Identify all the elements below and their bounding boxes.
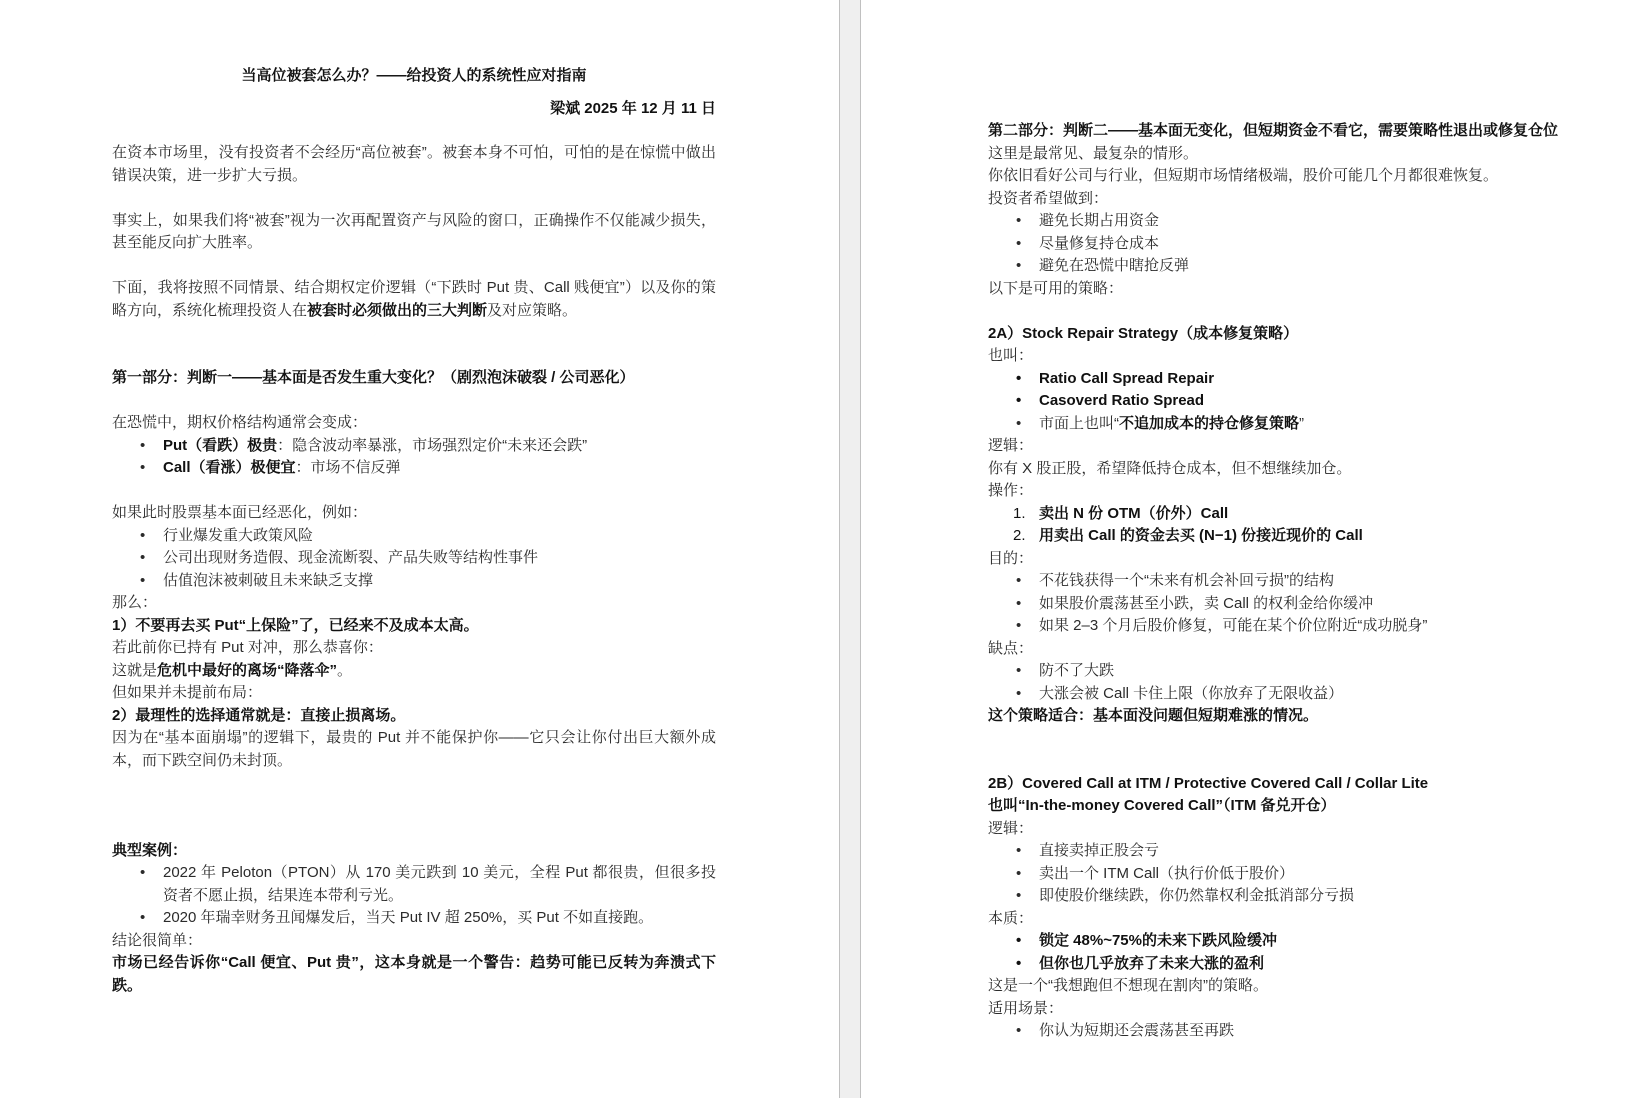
numbered-item xyxy=(988,525,1628,548)
page-body xyxy=(112,142,716,997)
bullet-icon: • xyxy=(1016,684,1022,702)
list-item xyxy=(112,907,716,930)
section-heading-part1: 第一部分：判断一——基本面是否发生重大变化？（剧烈泡沫破裂 / 公司恶化） xyxy=(112,369,635,386)
bullet-icon: • xyxy=(140,526,146,544)
text: 大涨会被 Call 卡住上限（你放弃了无限收益） xyxy=(1039,684,1344,702)
list-item xyxy=(988,233,1628,256)
bullet-icon: • xyxy=(1016,234,1022,252)
text: 锁定 48%~75%的未来下跌风险缓冲 xyxy=(1039,932,1277,949)
bullet-icon: • xyxy=(1016,864,1022,882)
text: 如果 2–3 个月后股价修复，可能在某个价位附近“成功脱身” xyxy=(1039,617,1428,634)
bullet-icon: • xyxy=(1016,392,1022,409)
list-item xyxy=(988,953,1628,976)
document-title: 当高位被套怎么办？——给投资人的系统性应对指南 xyxy=(241,67,587,84)
bold-text: Call（看涨）极便宜 xyxy=(163,459,296,476)
list-item xyxy=(112,547,716,570)
text: 卖出一个 ITM Call（执行价低于股价） xyxy=(1039,864,1295,882)
text: 卖出 N 份 OTM（价外）Call xyxy=(1039,504,1229,522)
conclusion: 市场已经告诉你“Call 便宜、Put 贵”，这本身就是一个警告：趋势可能已反转为奔溃式下跌。 xyxy=(112,954,716,994)
text-line: 以下是可用的策略： xyxy=(988,279,1124,297)
bullet-icon: • xyxy=(1016,954,1022,972)
text: 不花钱获得一个“未来有机会补回亏损”的结构 xyxy=(1039,572,1334,589)
text: Casoverd Ratio Spread xyxy=(1039,392,1205,409)
then-label: 那么： xyxy=(112,594,158,611)
text: 2020 年瑞幸财务丑闻爆发后，当天 Put IV 超 250%，买 Put 不如直接跑。 xyxy=(163,909,654,926)
panic-intro: 在恐慌中，期权价格结构通常会变成： xyxy=(112,414,368,431)
text: 直接卖掉正股会亏 xyxy=(1039,842,1160,859)
bullet-icon: • xyxy=(1016,662,1022,679)
bullet-icon: • xyxy=(1016,617,1022,634)
list-item xyxy=(988,615,1628,638)
bullet-icon: • xyxy=(140,571,146,589)
bullet-icon: • xyxy=(140,459,146,476)
strategy-2b-aka: 也叫“In-the-money Covered Call”（ITM 备兑开仓） xyxy=(988,797,1336,814)
text: ：市场不信反弹 xyxy=(295,459,401,476)
cases-heading: 典型案例： xyxy=(112,841,188,859)
bullet-icon: • xyxy=(1016,842,1022,859)
bullet-icon: • xyxy=(1016,369,1022,387)
text: 行业爆发重大政策风险 xyxy=(163,526,314,544)
text-line: 也叫： xyxy=(988,347,1034,364)
not-prepared: 但如果并未提前布局： xyxy=(112,684,263,701)
bullet-icon: • xyxy=(1016,594,1022,612)
if-hedged: 若此前你已持有 Put 对冲，那么恭喜你： xyxy=(112,639,383,656)
text: 市面上也叫“ xyxy=(1039,414,1119,432)
text-line: 缺点： xyxy=(988,639,1034,657)
text: ：隐含波动率暴涨，市场强烈定价“未来还会跌” xyxy=(277,436,588,454)
point-2: 2）最理性的选择通常就是：直接止损离场。 xyxy=(112,706,406,724)
text: 尽量修复持仓成本 xyxy=(1039,234,1160,252)
list-item xyxy=(988,390,1628,413)
document-page-right xyxy=(861,0,1640,1098)
bullet-icon: • xyxy=(1016,1022,1022,1039)
text: 这就是 xyxy=(112,661,158,679)
bullet-icon: • xyxy=(140,436,146,454)
author-date: 梁斌 2025 年 12 月 11 日 xyxy=(550,100,716,117)
text: 如果股价震荡甚至小跌，卖 Call 的权利金给你缓冲 xyxy=(1039,594,1374,612)
list-item xyxy=(112,570,716,593)
bullet-icon: • xyxy=(1016,257,1022,274)
text-line: 逻辑： xyxy=(988,437,1034,454)
page-divider xyxy=(839,0,861,1098)
list-item xyxy=(988,255,1628,278)
bullet-icon: • xyxy=(1016,887,1022,904)
bullet-icon: • xyxy=(140,909,146,926)
list-item xyxy=(988,593,1628,616)
bold-text: 不追加成本的持仓修复策略 xyxy=(1119,414,1300,432)
text: 估值泡沫被刺破且未来缺乏支撑 xyxy=(163,571,374,589)
text-line: 操作： xyxy=(988,482,1034,499)
text: 你认为短期还会震荡甚至再跌 xyxy=(1039,1022,1235,1039)
text: 。 xyxy=(337,661,353,679)
list-item xyxy=(988,885,1628,908)
list-item xyxy=(112,457,716,480)
bullet-icon: • xyxy=(1016,572,1022,589)
strategy-2b-heading: 2B）Covered Call at ITM / Protective Covered Call / Collar Lite xyxy=(988,774,1429,792)
list-item xyxy=(988,683,1628,706)
list-item xyxy=(988,930,1628,953)
text: 避免在恐慌中瞎抢反弹 xyxy=(1039,257,1190,274)
bullet-icon: • xyxy=(140,864,146,881)
item-number: 2. xyxy=(1013,527,1026,544)
point-1: 1）不要再去买 Put“上保险”了，已经来不及成本太高。 xyxy=(112,616,479,634)
list-item xyxy=(988,660,1628,683)
page-body xyxy=(988,120,1628,1043)
list-item xyxy=(112,435,716,458)
text: 及对应策略。 xyxy=(487,301,578,319)
list-item xyxy=(112,862,716,907)
list-item xyxy=(112,525,716,548)
list-item xyxy=(988,840,1628,863)
item-number: 1. xyxy=(1013,504,1026,522)
bold-text: 被套时必须做出的三大判断 xyxy=(307,301,488,319)
text: 下面，我将按照不同情景、结合期权定价逻辑（“下跌时 Put 贵、Call 贱便宜”）以及你的策略方向，系统化梳理投资人在 xyxy=(112,279,716,319)
text-line: 目的： xyxy=(988,549,1034,567)
bullet-icon: • xyxy=(1016,212,1022,229)
numbered-item xyxy=(988,503,1628,526)
text-line: 这里是最常见、最复杂的情形。 xyxy=(988,144,1199,162)
text: 公司出现财务造假、现金流断裂、产品失败等结构性事件 xyxy=(163,549,539,566)
strategy-2a-fit: 这个策略适合：基本面没问题但短期难涨的情况。 xyxy=(988,707,1319,724)
text-line: 这是一个“我想跑但不想现在割肉”的策略。 xyxy=(988,977,1268,994)
list-item xyxy=(988,863,1628,886)
bold-text: Put（看跌）极贵 xyxy=(163,436,278,454)
text: 即使股价继续跌，你仍然靠权利金抵消部分亏损 xyxy=(1039,887,1355,904)
list-item xyxy=(988,210,1628,233)
bullet-icon: • xyxy=(1016,414,1022,432)
paragraph-overview xyxy=(112,277,716,322)
section-heading-part2: 第二部分：判断二——基本面无变化，但短期资金不看它，需要策略性退出或修复仓位 xyxy=(988,122,1559,139)
paragraph-reframe: 事实上，如果我们将“被套”视为一次再配置资产与风险的窗口，正确操作不仅能减少损失，甚至能反向扩大胜率。 xyxy=(112,211,716,251)
worse-intro: 如果此时股票基本面已经恶化，例如： xyxy=(112,504,368,521)
list-item xyxy=(988,1020,1628,1043)
text: 用卖出 Call 的资金去买 (N−1) 份接近现价的 Call xyxy=(1039,527,1363,544)
text: ” xyxy=(1299,414,1305,432)
bold-text: 危机中最好的离场“降落伞” xyxy=(157,661,338,679)
text-line: 投资者希望做到： xyxy=(988,189,1109,207)
list-item xyxy=(988,368,1628,391)
text-line: 你有 X 股正股，希望降低持仓成本，但不想继续加仓。 xyxy=(988,459,1352,477)
text: 但你也几乎放弃了未来大涨的盈利 xyxy=(1039,954,1265,972)
text: Ratio Call Spread Repair xyxy=(1039,369,1215,387)
because-paragraph: 因为在“基本面崩塌”的逻辑下，最贵的 Put 并不能保护你——它只会让你付出巨大额外成本，而下跌空间仍未封顶。 xyxy=(112,729,716,769)
list-item xyxy=(988,570,1628,593)
text: 2022 年 Peloton（PTON）从 170 美元跌到 10 美元，全程 Put 都很贵，但很多投资者不愿止损，结果连本带利亏光。 xyxy=(163,864,716,904)
paragraph-intro: 在资本市场里，没有投资者不会经历“高位被套”。被套本身不可怕，可怕的是在惊慌中做出错误决策，进一步扩大亏损。 xyxy=(112,144,716,184)
conclusion-intro: 结论很简单： xyxy=(112,931,203,949)
list-item xyxy=(988,413,1628,436)
text-line: 适用场景： xyxy=(988,999,1064,1017)
parachute-line xyxy=(112,660,716,683)
text-line: 你依旧看好公司与行业，但短期市场情绪极端，股价可能几个月都很难恢复。 xyxy=(988,167,1499,184)
bullet-icon: • xyxy=(140,549,146,566)
text: 防不了大跌 xyxy=(1039,662,1115,679)
text: 避免长期占用资金 xyxy=(1039,212,1160,229)
strategy-2a-heading: 2A）Stock Repair Strategy（成本修复策略） xyxy=(988,324,1299,342)
bullet-icon: • xyxy=(1016,932,1022,949)
text-line: 本质： xyxy=(988,909,1034,927)
text-line: 逻辑： xyxy=(988,819,1034,837)
